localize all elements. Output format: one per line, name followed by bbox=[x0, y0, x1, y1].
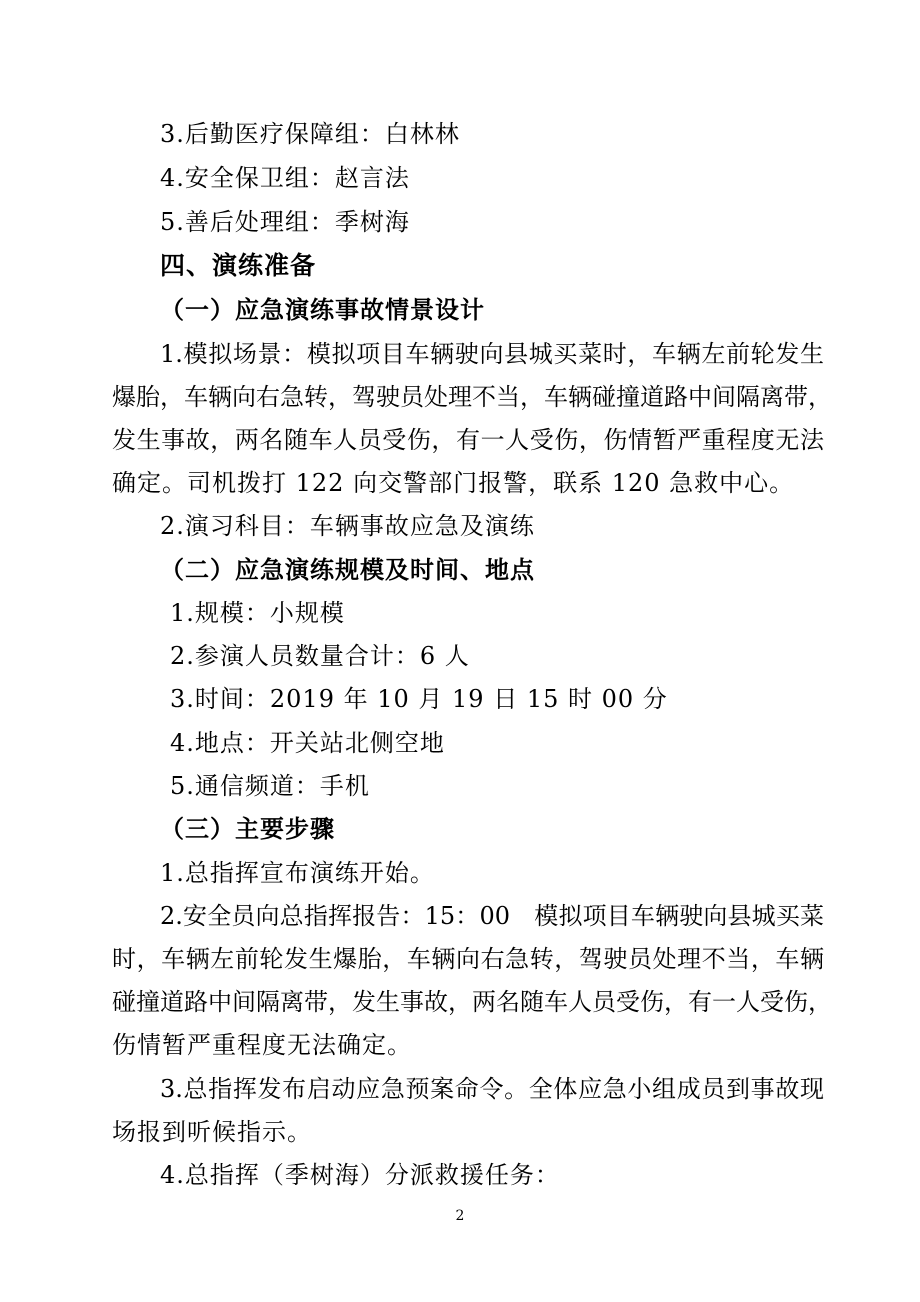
text-line: 5.善后处理组：季树海 bbox=[160, 208, 410, 236]
section-heading: 四、演练准备 bbox=[160, 251, 317, 280]
text-line: 4.总指挥（季树海）分派救援任务： bbox=[160, 1161, 560, 1189]
text-line: 1.模拟场景：模拟项目车辆驶向县城买菜时，车辆左前轮发生 bbox=[160, 340, 824, 368]
subsection-heading: （三）主要步骤 bbox=[160, 814, 335, 843]
text-line: 5.通信频道：手机 bbox=[170, 772, 370, 800]
text-line: 2.参演人员数量合计：6 人 bbox=[170, 642, 470, 670]
text-line: 时，车辆左前轮发生爆胎，车辆向右急转，驾驶员处理不当，车辆 bbox=[112, 945, 824, 973]
text-line: 确定。司机拨打 122 向交警部门报警，联系 120 急救中心。 bbox=[112, 469, 795, 497]
text-line: 伤情暂严重程度无法确定。 bbox=[112, 1031, 412, 1059]
text-line: 场报到听候指示。 bbox=[112, 1118, 312, 1146]
text-line: 2.安全员向总指挥报告：15：00 模拟项目车辆驶向县城买菜 bbox=[160, 902, 824, 930]
text-line: 2.演习科目：车辆事故应急及演练 bbox=[160, 512, 535, 540]
subsection-heading: （一）应急演练事故情景设计 bbox=[160, 295, 485, 324]
text-line: 发生事故，两名随车人员受伤，有一人受伤，伤情暂严重程度无法 bbox=[112, 426, 824, 454]
text-line: 爆胎，车辆向右急转，驾驶员处理不当，车辆碰撞道路中间隔离带， bbox=[112, 383, 832, 411]
subsection-heading: （二）应急演练规模及时间、地点 bbox=[160, 555, 535, 584]
text-line: 4.安全保卫组：赵言法 bbox=[160, 164, 410, 192]
text-line: 3.后勤医疗保障组：白林林 bbox=[160, 120, 460, 148]
page-number: 2 bbox=[455, 1208, 465, 1224]
text-line: 1.规模：小规模 bbox=[170, 599, 345, 627]
text-line: 1.总指挥宣布演练开始。 bbox=[160, 859, 435, 887]
text-line: 3.时间：2019 年 10 月 19 日 15 时 00 分 bbox=[170, 685, 668, 713]
text-line: 3.总指挥发布启动应急预案命令。全体应急小组成员到事故现 bbox=[160, 1075, 824, 1103]
text-line: 碰撞道路中间隔离带，发生事故，两名随车人员受伤，有一人受伤， bbox=[112, 988, 832, 1016]
text-line: 4.地点：开关站北侧空地 bbox=[170, 729, 445, 757]
